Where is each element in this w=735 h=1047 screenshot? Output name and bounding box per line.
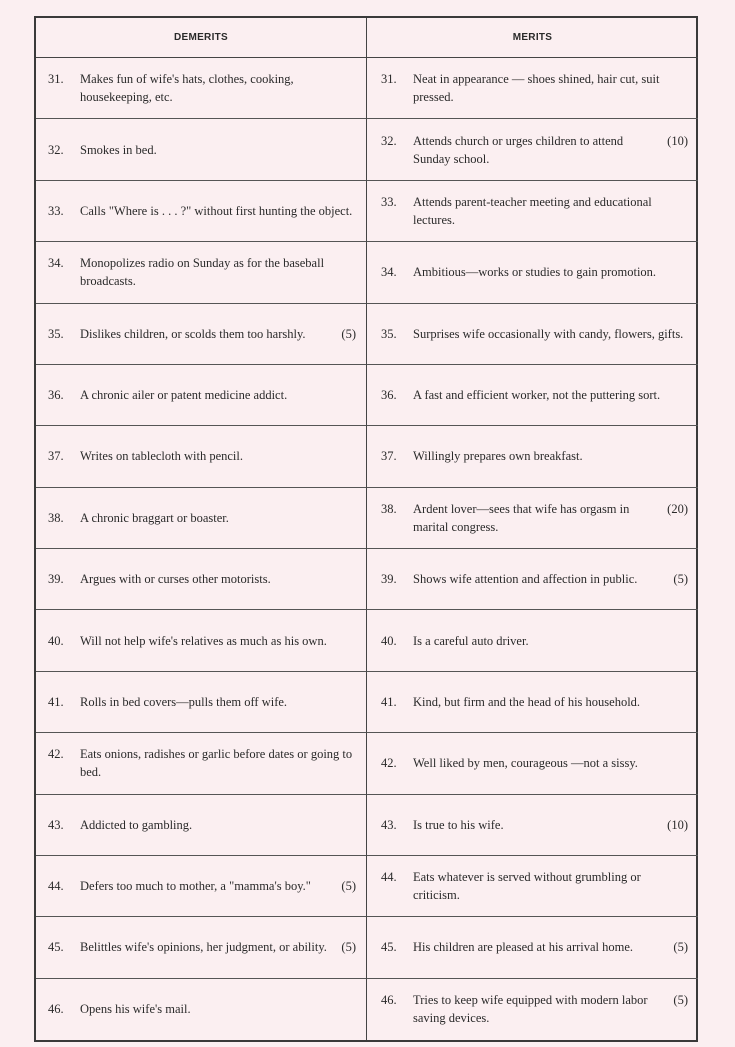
demerit-item xyxy=(48,570,356,588)
merit-cell xyxy=(367,733,698,794)
item-text xyxy=(413,132,688,168)
item-weight: (10) xyxy=(667,133,688,148)
item-number: 36. xyxy=(381,388,397,403)
item-number: 39. xyxy=(381,572,397,587)
merit-item xyxy=(381,868,688,904)
demerit-item xyxy=(48,325,356,343)
item-description: Belittles wife's opinions, her judgment, or ability. xyxy=(80,940,327,955)
item-description: Rolls in bed covers—pulls them off wife. xyxy=(80,694,288,709)
item-description: Attends parent-teacher meeting and educational lectures. xyxy=(413,194,652,227)
merit-cell xyxy=(367,672,698,733)
item-number: 35. xyxy=(48,326,64,341)
merit-item xyxy=(381,632,688,650)
item-number: 43. xyxy=(381,817,397,832)
demerit-cell xyxy=(36,365,367,426)
item-description: Ambitious—works or studies to gain promotion. xyxy=(413,265,657,280)
demerit-item xyxy=(48,386,356,404)
item-text xyxy=(413,447,688,465)
item-number: 31. xyxy=(48,72,64,87)
item-text xyxy=(80,693,356,711)
item-description: Kind, but firm and the head of his household. xyxy=(413,694,641,709)
item-text xyxy=(80,509,356,527)
demerit-cell xyxy=(36,58,367,119)
demerit-item xyxy=(48,447,356,465)
item-number: 45. xyxy=(381,940,397,955)
demerit-item xyxy=(48,693,356,711)
demerit-item xyxy=(48,816,356,834)
item-text xyxy=(413,325,688,343)
merit-cell xyxy=(367,426,698,487)
item-description: Ardent lover—sees that wife has orgasm in marital congress. xyxy=(413,501,630,534)
demerit-cell xyxy=(36,488,367,549)
item-text xyxy=(80,816,356,834)
demerit-item xyxy=(48,632,356,650)
item-number: 44. xyxy=(381,870,397,885)
demerit-cell xyxy=(36,181,367,242)
item-number: 35. xyxy=(381,326,397,341)
item-weight: (5) xyxy=(673,940,688,955)
merit-item xyxy=(381,386,688,404)
item-number: 38. xyxy=(48,510,64,525)
merit-demerit-table xyxy=(34,16,698,1042)
item-description: Is a careful auto driver. xyxy=(413,633,529,648)
item-text xyxy=(80,447,356,465)
item-text xyxy=(80,325,356,343)
merit-item xyxy=(381,816,688,834)
item-weight: (5) xyxy=(341,940,356,955)
merit-cell xyxy=(367,917,698,978)
item-text xyxy=(80,141,356,159)
item-description: Argues with or curses other motorists. xyxy=(80,572,271,587)
item-number: 39. xyxy=(48,572,64,587)
item-number: 46. xyxy=(381,993,397,1008)
item-text xyxy=(413,816,688,834)
item-description: Dislikes children, or scolds them too harshly. xyxy=(80,326,306,341)
item-number: 45. xyxy=(48,940,64,955)
demerit-item xyxy=(48,509,356,527)
merit-cell xyxy=(367,304,698,365)
merit-item xyxy=(381,500,688,536)
item-description: Eats whatever is served without grumbling or criticism. xyxy=(413,870,641,903)
item-text xyxy=(80,254,356,290)
merit-cell xyxy=(367,242,698,303)
item-description: Opens his wife's mail. xyxy=(80,1002,191,1017)
item-text xyxy=(80,202,356,220)
item-description: Attends church or urges children to attend Sunday school. xyxy=(413,133,624,166)
merit-cell xyxy=(367,856,698,917)
item-number: 41. xyxy=(381,694,397,709)
merit-cell xyxy=(367,181,698,242)
item-text xyxy=(413,991,688,1027)
item-description: Defers too much to mother, a "mamma's boy." xyxy=(80,879,311,894)
item-description: Writes on tablecloth with pencil. xyxy=(80,449,243,464)
merit-item xyxy=(381,447,688,465)
merit-item xyxy=(381,754,688,772)
item-number: 33. xyxy=(48,203,64,218)
demerit-item xyxy=(48,141,356,159)
demerit-cell xyxy=(36,733,367,794)
demerit-cell xyxy=(36,119,367,180)
demerit-cell xyxy=(36,979,367,1040)
demerit-cell xyxy=(36,242,367,303)
item-description: Is true to his wife. xyxy=(413,817,504,832)
item-text xyxy=(80,386,356,404)
item-description: Surprises wife occasionally with candy, flowers, gifts. xyxy=(413,326,684,341)
merit-cell xyxy=(367,795,698,856)
item-number: 34. xyxy=(48,256,64,271)
item-text xyxy=(413,193,688,229)
item-number: 42. xyxy=(48,747,64,762)
demerit-cell xyxy=(36,304,367,365)
item-text xyxy=(413,754,688,772)
merit-item xyxy=(381,70,688,106)
merit-cell xyxy=(367,549,698,610)
item-number: 37. xyxy=(381,449,397,464)
item-text xyxy=(80,632,356,650)
item-description: Neat in appearance — shoes shined, hair cut, suit pressed. xyxy=(413,72,660,105)
merit-item xyxy=(381,263,688,281)
item-number: 46. xyxy=(48,1002,64,1017)
item-number: 42. xyxy=(381,756,397,771)
item-text xyxy=(80,570,356,588)
item-weight: (10) xyxy=(667,817,688,832)
item-number: 36. xyxy=(48,388,64,403)
demerit-cell xyxy=(36,610,367,671)
item-description: Will not help wife's relatives as much as his own. xyxy=(80,633,327,648)
item-weight: (5) xyxy=(673,993,688,1008)
item-description: Addicted to gambling. xyxy=(80,817,193,832)
demerit-item xyxy=(48,70,356,106)
demerit-item xyxy=(48,1000,356,1018)
demerit-cell xyxy=(36,917,367,978)
item-number: 44. xyxy=(48,879,64,894)
item-text xyxy=(80,745,356,781)
demerit-item xyxy=(48,202,356,220)
merit-item xyxy=(381,693,688,711)
item-text xyxy=(80,938,356,956)
item-description: A chronic ailer or patent medicine addict. xyxy=(80,388,288,403)
item-description: Smokes in bed. xyxy=(80,142,157,157)
item-description: Shows wife attention and affection in public. xyxy=(413,572,638,587)
item-text xyxy=(413,632,688,650)
merit-item xyxy=(381,991,688,1027)
item-text xyxy=(413,386,688,404)
merit-cell xyxy=(367,610,698,671)
item-description: A chronic braggart or boaster. xyxy=(80,510,229,525)
item-weight: (5) xyxy=(673,572,688,587)
item-description: Tries to keep wife equipped with modern labor saving devices. xyxy=(413,993,648,1026)
merit-cell xyxy=(367,979,698,1040)
demerit-item xyxy=(48,877,356,895)
item-number: 34. xyxy=(381,265,397,280)
item-number: 37. xyxy=(48,449,64,464)
item-description: A fast and efficient worker, not the puttering sort. xyxy=(413,388,661,403)
item-number: 40. xyxy=(381,633,397,648)
item-description: Makes fun of wife's hats, clothes, cooking, housekeeping, etc. xyxy=(80,72,294,105)
merit-item xyxy=(381,193,688,229)
merit-item xyxy=(381,325,688,343)
demerit-cell xyxy=(36,795,367,856)
merit-cell xyxy=(367,365,698,426)
demerit-cell xyxy=(36,549,367,610)
merit-item xyxy=(381,938,688,956)
demerits-header: DEMERITS xyxy=(36,18,367,58)
item-number: 40. xyxy=(48,633,64,648)
item-weight: (20) xyxy=(667,501,688,516)
item-number: 41. xyxy=(48,694,64,709)
item-number: 33. xyxy=(381,194,397,209)
merit-item xyxy=(381,570,688,588)
merit-cell xyxy=(367,58,698,119)
item-text xyxy=(413,70,688,106)
item-text xyxy=(80,1000,356,1018)
item-description: His children are pleased at his arrival home. xyxy=(413,940,634,955)
item-text xyxy=(80,877,356,895)
item-description: Monopolizes radio on Sunday as for the baseball broadcasts. xyxy=(80,256,325,289)
item-number: 31. xyxy=(381,72,397,87)
item-number: 32. xyxy=(381,133,397,148)
item-description: Willingly prepares own breakfast. xyxy=(413,449,583,464)
demerit-item xyxy=(48,938,356,956)
item-description: Calls "Where is . . . ?" without first hunting the object. xyxy=(80,203,353,218)
merit-cell xyxy=(367,488,698,549)
item-text xyxy=(80,70,356,106)
item-number: 32. xyxy=(48,142,64,157)
item-text xyxy=(413,938,688,956)
item-text xyxy=(413,868,688,904)
demerit-cell xyxy=(36,856,367,917)
item-text xyxy=(413,570,688,588)
item-text xyxy=(413,693,688,711)
item-number: 38. xyxy=(381,501,397,516)
item-text xyxy=(413,500,688,536)
item-weight: (5) xyxy=(341,326,356,341)
item-description: Eats onions, radishes or garlic before dates or going to bed. xyxy=(80,747,353,780)
merits-header: MERITS xyxy=(367,18,698,58)
demerit-item xyxy=(48,745,356,781)
item-text xyxy=(413,263,688,281)
merit-item xyxy=(381,132,688,168)
merit-cell xyxy=(367,119,698,180)
demerit-cell xyxy=(36,426,367,487)
item-description: Well liked by men, courageous —not a sissy. xyxy=(413,756,638,771)
demerit-item xyxy=(48,254,356,290)
item-weight: (5) xyxy=(341,879,356,894)
item-number: 43. xyxy=(48,817,64,832)
demerit-cell xyxy=(36,672,367,733)
